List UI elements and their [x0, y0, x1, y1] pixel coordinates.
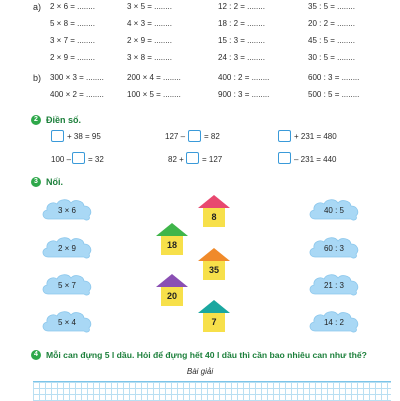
- cloud-card[interactable]: [40, 198, 94, 222]
- exercise-item: 900 : 3 = ........: [218, 90, 270, 99]
- cloud-expression: 5 × 4: [57, 317, 76, 327]
- equation-text: 100 –: [51, 155, 72, 164]
- question-text: Mỗi can đựng 5 l dầu. Hỏi để đựng hết 40 l dầu thì cần bao nhiêu can như thế?: [46, 350, 367, 360]
- exercise-item: 18 : 2 = ........: [218, 19, 265, 28]
- exercise-item: 3 × 8 = ........: [127, 53, 172, 62]
- section-number-badge: 4: [31, 350, 41, 360]
- exercise-item: 15 : 3 = ........: [218, 36, 265, 45]
- exercise-item: 2 × 6 = ........: [50, 2, 95, 11]
- cloud-expression: 2 × 9: [57, 243, 76, 253]
- house-value: 18: [166, 240, 177, 250]
- solution-label: Bài giải: [186, 367, 214, 376]
- house-card[interactable]: [197, 299, 231, 333]
- equation-text: + 38 = 95: [67, 132, 101, 141]
- cloud-expression: 60 : 3: [323, 243, 344, 253]
- exercise-item: 2 × 9 = ........: [50, 53, 95, 62]
- exercise-item: 400 × 2 = ........: [50, 90, 104, 99]
- section-title: Nối.: [46, 177, 63, 187]
- cloud-card[interactable]: [307, 310, 361, 334]
- exercise-item: 2 × 9 = ........: [127, 36, 172, 45]
- equation-text: = 127: [202, 155, 223, 164]
- house-value: 8: [211, 212, 217, 222]
- equation-text: 127 –: [165, 132, 186, 141]
- cloud-card[interactable]: [40, 310, 94, 334]
- exercise-item: 3 × 5 = ........: [127, 2, 172, 11]
- exercise-item: 200 × 4 = ........: [127, 73, 181, 82]
- cloud-expression: 5 × 7: [57, 280, 76, 290]
- exercise-item: 500 : 5 = ........: [308, 90, 360, 99]
- equation-text: = 82: [204, 132, 220, 141]
- cloud-card[interactable]: [40, 236, 94, 260]
- house-card[interactable]: [155, 273, 189, 307]
- exercise-item: 100 × 5 = ........: [127, 90, 181, 99]
- cloud-expression: 3 × 6: [57, 205, 76, 215]
- exercise-item: 600 : 3 = ........: [308, 73, 360, 82]
- answer-grid[interactable]: [33, 381, 391, 401]
- exercise-item: 24 : 3 = ........: [218, 53, 265, 62]
- answer-box[interactable]: [72, 152, 85, 164]
- section-number-badge: 3: [31, 177, 41, 187]
- section-number-badge: 2: [31, 115, 41, 125]
- cloud-card[interactable]: [307, 236, 361, 260]
- exercise-item: 5 × 8 = ........: [50, 19, 95, 28]
- equation-text: 82 +: [168, 155, 184, 164]
- exercise-item: 12 : 2 = ........: [218, 2, 265, 11]
- exercise-item: 30 : 5 = ........: [308, 53, 355, 62]
- answer-box[interactable]: [278, 130, 291, 142]
- cloud-expression: 14 : 2: [323, 317, 344, 327]
- answer-box[interactable]: [188, 130, 201, 142]
- section-title: Điền số.: [46, 115, 82, 125]
- house-value: 7: [211, 317, 217, 327]
- house-card[interactable]: [197, 194, 231, 228]
- house-card[interactable]: [197, 247, 231, 281]
- cloud-expression: 21 : 3: [323, 280, 344, 290]
- row-b-label: b): [33, 73, 42, 83]
- house-card[interactable]: [155, 222, 189, 256]
- equation-text: + 231 = 480: [294, 132, 337, 141]
- exercise-item: 400 : 2 = ........: [218, 73, 270, 82]
- exercise-item: 20 : 2 = ........: [308, 19, 355, 28]
- answer-box[interactable]: [51, 130, 64, 142]
- cloud-card[interactable]: [40, 273, 94, 297]
- house-value: 20: [166, 291, 177, 301]
- answer-box[interactable]: [278, 152, 291, 164]
- exercise-item: 45 : 5 = ........: [308, 36, 355, 45]
- cloud-expression: 40 : 5: [323, 205, 344, 215]
- house-value: 35: [208, 265, 219, 275]
- exercise-item: 4 × 3 = ........: [127, 19, 172, 28]
- exercise-item: 3 × 7 = ........: [50, 36, 95, 45]
- answer-box[interactable]: [186, 152, 199, 164]
- equation-text: = 32: [88, 155, 104, 164]
- equation-text: – 231 = 440: [294, 155, 337, 164]
- cloud-card[interactable]: [307, 198, 361, 222]
- cloud-card[interactable]: [307, 273, 361, 297]
- row-a-label: a): [33, 2, 42, 12]
- exercise-item: 300 × 3 = ........: [50, 73, 104, 82]
- exercise-item: 35 : 5 = ........: [308, 2, 355, 11]
